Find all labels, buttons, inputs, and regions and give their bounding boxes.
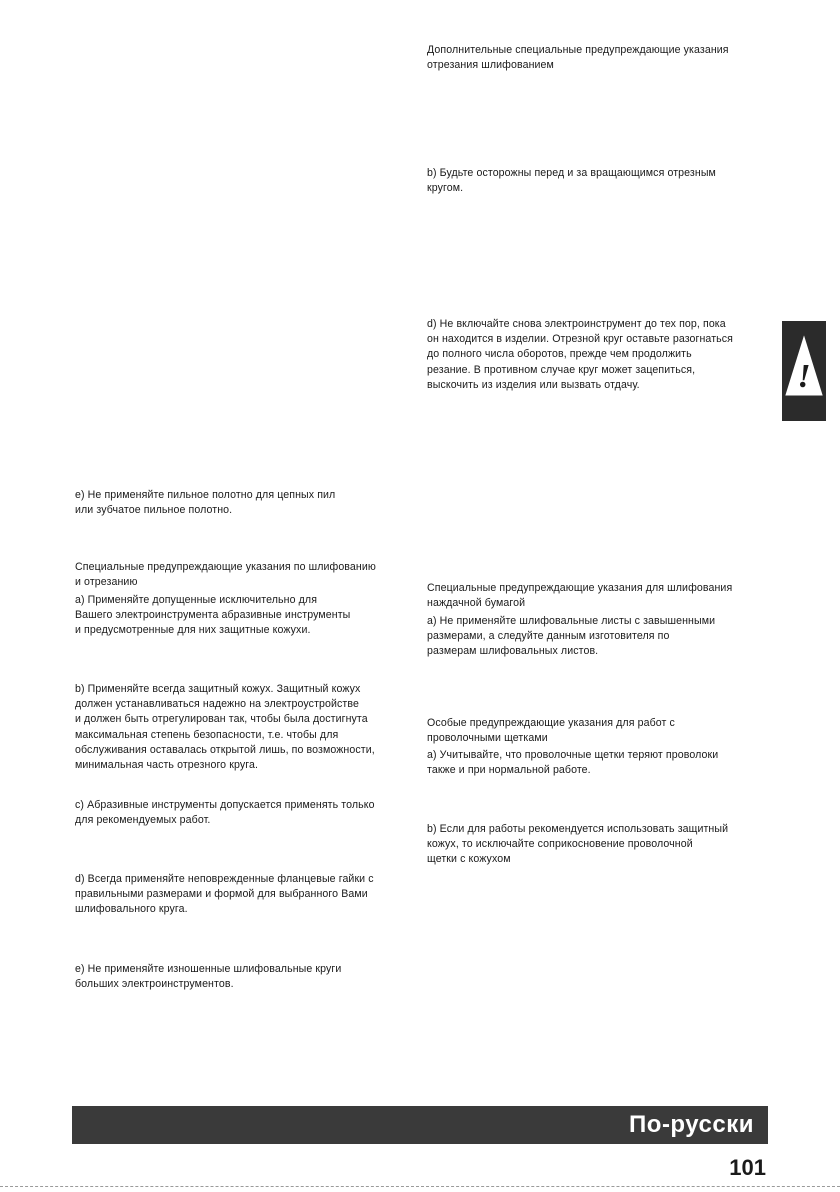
wirebrush-item-a: а) Учитывайте, что проволочные щетки теряют проволоки также и при нормальной работе. (427, 749, 719, 777)
grinding-item-e: e) Не применяйте изношенные шлифовальные круги больших электроинструментов. (75, 963, 342, 991)
grinding-item-a: а) Применяйте допущенные исключительно для Вашего электроинструмента абразивные инструменты и предусмотренные для них защитные кожухи. (75, 594, 351, 637)
warning-triangle-icon (782, 321, 826, 421)
svg-text:!: ! (797, 358, 811, 395)
wirebrush-heading: Особые предупреждающие указания для работ с проволочными щетками (427, 717, 675, 745)
cutoff-item-d: d) Не включайте снова электроинструмент до тех пор, пока он находится в изделии. Отрезной круг оставьте разогнаться до полного числа оборотов, прежде чем продолжить резание. В противном случае круг может зацепиться, выскочить из изделия или вызвать отдачу. (427, 318, 733, 391)
grinding-item-c: c) Абразивные инструменты допускается применять только для рекомендуемых работ. (75, 799, 375, 827)
cutoff-item-b: b) Будьте осторожны перед и за вращающимся отрезным кругом. (427, 167, 716, 195)
grinding-heading: Специальные предупреждающие указания по шлифованию и отрезанию (75, 561, 376, 589)
wirebrush-item-b: b) Если для работы рекомендуется использовать защитный кожух, то исключайте соприкосновение проволочной щетки с кожухом (427, 823, 729, 866)
grinding-item-d: d) Всегда применяйте неповрежденные фланцевые гайки с правильными размерами и формой для выбранного Вами шлифовального круга. (75, 873, 374, 916)
bottom-divider (0, 1186, 840, 1187)
warning-side-tab (782, 321, 826, 421)
extra-cutoff-heading: Дополнительные специальные предупреждающие указания отрезания шлифованием (427, 44, 729, 72)
sandpaper-heading: Специальные предупреждающие указания для шлифования наждачной бумагой (427, 582, 733, 610)
language-label: По-русски (629, 1111, 754, 1138)
language-footer-band (72, 1106, 768, 1144)
sandpaper-item-a: а) Не применяйте шлифовальные листы с завышенными размерами, а следуйте данным изготовителя по размерам шлифовальных листов. (427, 615, 716, 658)
page-number: 101 (729, 1155, 766, 1180)
grinding-item-b: b) Применяйте всегда защитный кожух. Защитный кожух должен устанавливаться надежно на электроустройстве и должен быть отрегулирован так, чтобы была достигнута максимальная степень безопасности, т.е. чтобы для обслуживания оставалась открытой лишь, по возможности, минимальная часть отрезного круга. (75, 683, 375, 772)
saw-item-e: е) Не применяйте пильное полотно для цепных пил или зубчатое пильное полотно. (75, 489, 336, 517)
